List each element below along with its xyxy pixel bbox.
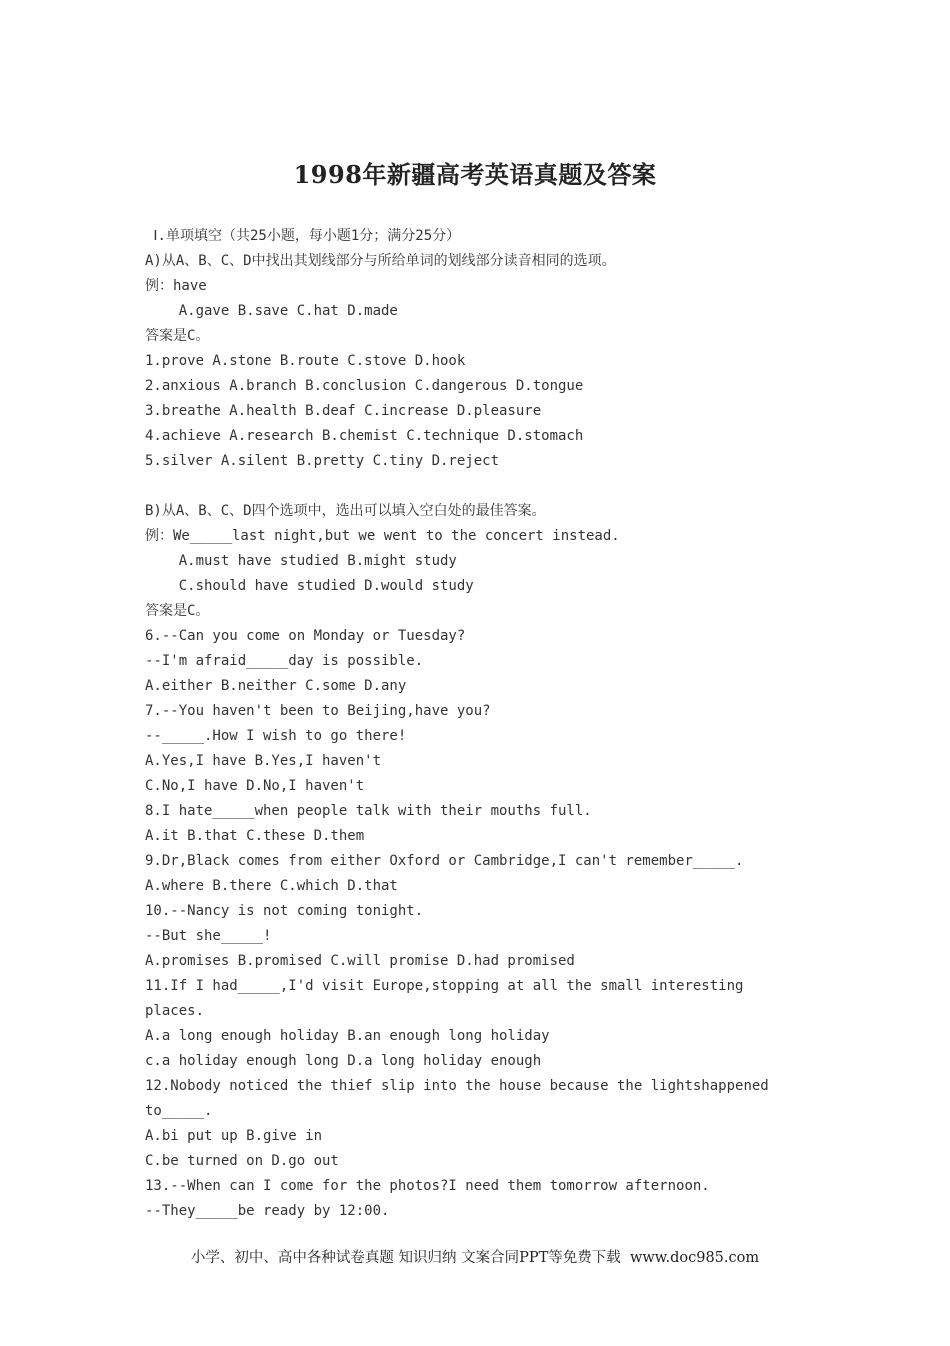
text-line: 5.silver A.silent B.pretty C.tiny D.reject	[145, 453, 500, 469]
text-line: to_____.	[145, 1103, 213, 1119]
text-line: c.a holiday enough long D.a long holiday enough	[145, 1053, 542, 1069]
text-line: A.a long enough holiday B.an enough long holiday	[145, 1028, 550, 1044]
text-line: A)从A、B、C、D中找出其划线部分与所给单词的划线部分读音相同的选项。	[145, 253, 616, 269]
text-line: 答案是C。	[145, 328, 210, 344]
text-line: C.No,I have D.No,I haven't	[145, 778, 365, 794]
text-line: A.must have studied B.might study	[145, 553, 457, 569]
page-footer: 小学、初中、高中各种试卷真题 知识归纳 文案合同PPT等免费下载 www.doc985.com	[190, 1250, 760, 1266]
document-title: 1998年新疆高考英语真题及答案	[293, 160, 657, 189]
text-line: 7.--You haven't been to Beijing,have you?	[145, 703, 491, 719]
text-line: 3.breathe A.health B.deaf C.increase D.pleasure	[145, 403, 542, 419]
text-line: Ⅰ.单项填空（共25小题，每小题1分；满分25分）	[145, 228, 461, 244]
text-line: A.promises B.promised C.will promise D.had promised	[145, 953, 575, 969]
text-line: 8.I hate_____when people talk with their mouths full.	[145, 803, 592, 819]
text-line: 11.If I had_____,I'd visit Europe,stopping at all the small interesting	[145, 978, 744, 994]
text-line: 4.achieve A.research B.chemist C.technique D.stomach	[145, 428, 584, 444]
text-line: --I'm afraid_____day is possible.	[145, 653, 424, 669]
text-line: C.be turned on D.go out	[145, 1153, 339, 1169]
text-line: --They_____be ready by 12:00.	[145, 1203, 390, 1219]
text-line: A.where B.there C.which D.that	[145, 878, 398, 894]
text-line: --_____.How I wish to go there!	[145, 728, 407, 744]
text-line: 9.Dr,Black comes from either Oxford or Cambridge,I can't remember_____.	[145, 853, 744, 869]
text-line: 6.--Can you come on Monday or Tuesday?	[145, 628, 466, 644]
text-line: 2.anxious A.branch B.conclusion C.dangerous D.tongue	[145, 378, 584, 394]
text-line: A.bi put up B.give in	[145, 1128, 323, 1144]
text-line: A.Yes,I have B.Yes,I haven't	[145, 753, 382, 769]
text-line: --But she_____!	[145, 928, 272, 944]
text-line: B)从A、B、C、D四个选项中，选出可以填入空白处的最佳答案。	[145, 503, 546, 519]
text-line: 13.--When can I come for the photos?I need them tomorrow afternoon.	[145, 1178, 710, 1194]
text-line	[145, 474, 805, 499]
text-line: 例：We_____last night,but we went to the concert instead.	[145, 528, 620, 544]
text-line: A.it B.that C.these D.them	[145, 828, 365, 844]
text-line: 12.Nobody noticed the thief slip into the house because the lightshappened	[145, 1078, 769, 1094]
document-body	[145, 224, 805, 1224]
text-line: 1.prove A.stone B.route C.stove D.hook	[145, 353, 466, 369]
text-line: A.either B.neither C.some D.any	[145, 678, 407, 694]
text-line: A.gave B.save C.hat D.made	[145, 303, 398, 319]
text-line: 例：have	[145, 278, 207, 294]
text-line: 10.--Nancy is not coming tonight.	[145, 903, 424, 919]
text-line: C.should have studied D.would study	[145, 578, 474, 594]
text-line: places.	[145, 1003, 205, 1019]
text-line: 答案是C。	[145, 603, 210, 619]
